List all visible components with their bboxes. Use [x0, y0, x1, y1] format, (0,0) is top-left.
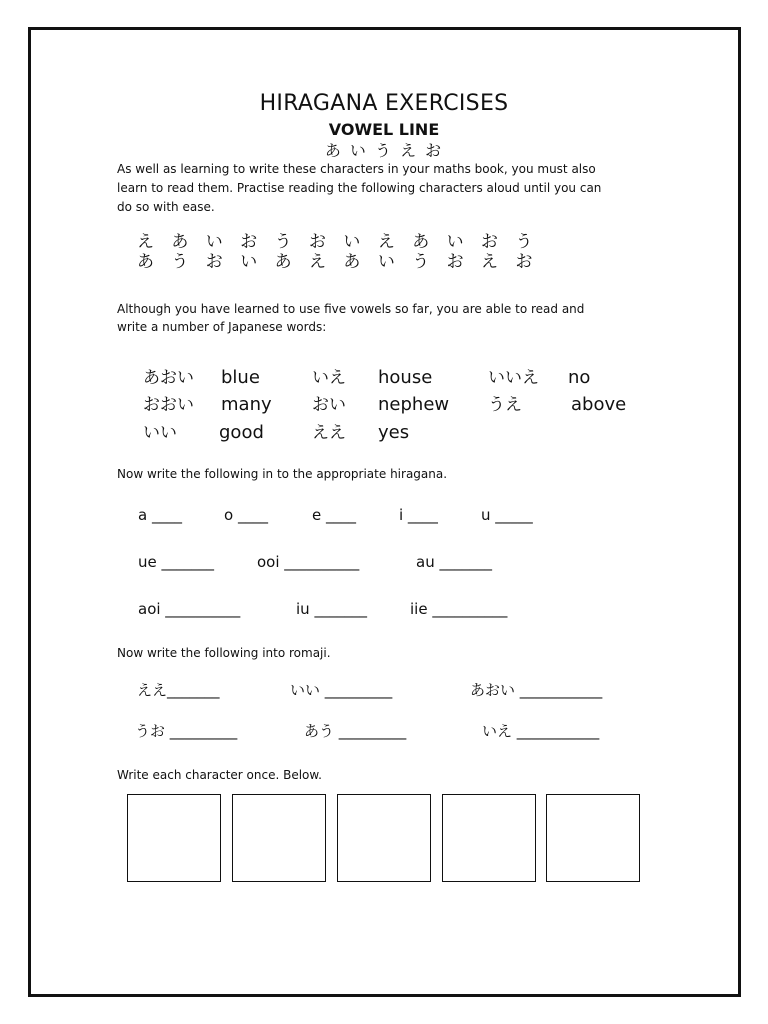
romaji-blank-item: いえ ___________	[482, 722, 600, 740]
hiragana-blank-item: e ____	[312, 506, 356, 524]
vocab-english: above	[571, 394, 627, 415]
writing-box	[546, 794, 640, 882]
writing-box	[127, 794, 221, 882]
vocab-kana: おおい	[143, 395, 194, 415]
hiragana-blank-item: aoi __________	[138, 600, 241, 618]
reading-kana-row: あ う お い あ え あ い う お え お	[137, 252, 539, 272]
hiragana-blank-item: ooi __________	[257, 553, 360, 571]
vocab-english: no	[568, 367, 591, 388]
romaji-exercise-instructions: Now write the following into romaji.	[117, 646, 331, 660]
romaji-blank-item: いい _________	[290, 681, 393, 699]
vocab-english: yes	[378, 422, 410, 443]
hiragana-blank-item: iu _______	[296, 600, 367, 618]
writing-box	[232, 794, 326, 882]
vocabulary-instructions-line: Although you have learned to use five vowels so far, you are able to read and	[117, 302, 585, 316]
hiragana-blank-item: a ____	[138, 506, 182, 524]
romaji-blank-item: うお _________	[135, 722, 238, 740]
hiragana-blank-item: i ____	[399, 506, 438, 524]
vocab-kana: いい	[143, 423, 177, 443]
romaji-blank-item: ええ_______	[137, 681, 220, 699]
vocab-kana: あおい	[143, 368, 194, 388]
writing-box	[337, 794, 431, 882]
vocab-english: good	[219, 422, 264, 443]
vocab-english: house	[378, 367, 433, 388]
romaji-blank-item: あおい ___________	[470, 681, 603, 699]
vocab-kana: おい	[312, 395, 346, 415]
reading-instructions-line: learn to read them. Practise reading the following characters aloud until you can	[117, 181, 602, 195]
worksheet-title: HIRAGANA EXERCISES	[259, 91, 509, 116]
hiragana-blank-item: o ____	[224, 506, 268, 524]
vocabulary-instructions-line: write a number of Japanese words:	[117, 320, 327, 334]
worksheet-subtitle: VOWEL LINE	[328, 120, 440, 139]
vocab-kana: いいえ	[488, 368, 539, 388]
hiragana-blank-item: u _____	[481, 506, 533, 524]
vocab-english: blue	[221, 367, 260, 388]
reading-instructions-line: As well as learning to write these characters in your maths book, you must also	[117, 162, 596, 176]
writing-box	[442, 794, 536, 882]
vocab-kana: いえ	[312, 368, 346, 388]
hiragana-blank-item: ue _______	[138, 553, 215, 571]
reading-instructions-line: do so with ease.	[117, 200, 215, 214]
hiragana-exercise-instructions: Now write the following in to the appropriate hiragana.	[117, 467, 448, 481]
vowel-line-kana: あ い う え お	[324, 141, 444, 160]
vocab-english: many	[221, 394, 272, 415]
romaji-blank-item: あう _________	[304, 722, 407, 740]
hiragana-blank-item: au _______	[416, 553, 492, 571]
hiragana-blank-item: iie __________	[410, 600, 508, 618]
reading-kana-row: え あ い お う お い え あ い お う	[137, 232, 539, 252]
writing-boxes-instructions: Write each character once. Below.	[117, 768, 322, 782]
vocab-english: nephew	[378, 394, 450, 415]
vocab-kana: うえ	[488, 395, 522, 415]
vocab-kana: ええ	[312, 423, 346, 443]
